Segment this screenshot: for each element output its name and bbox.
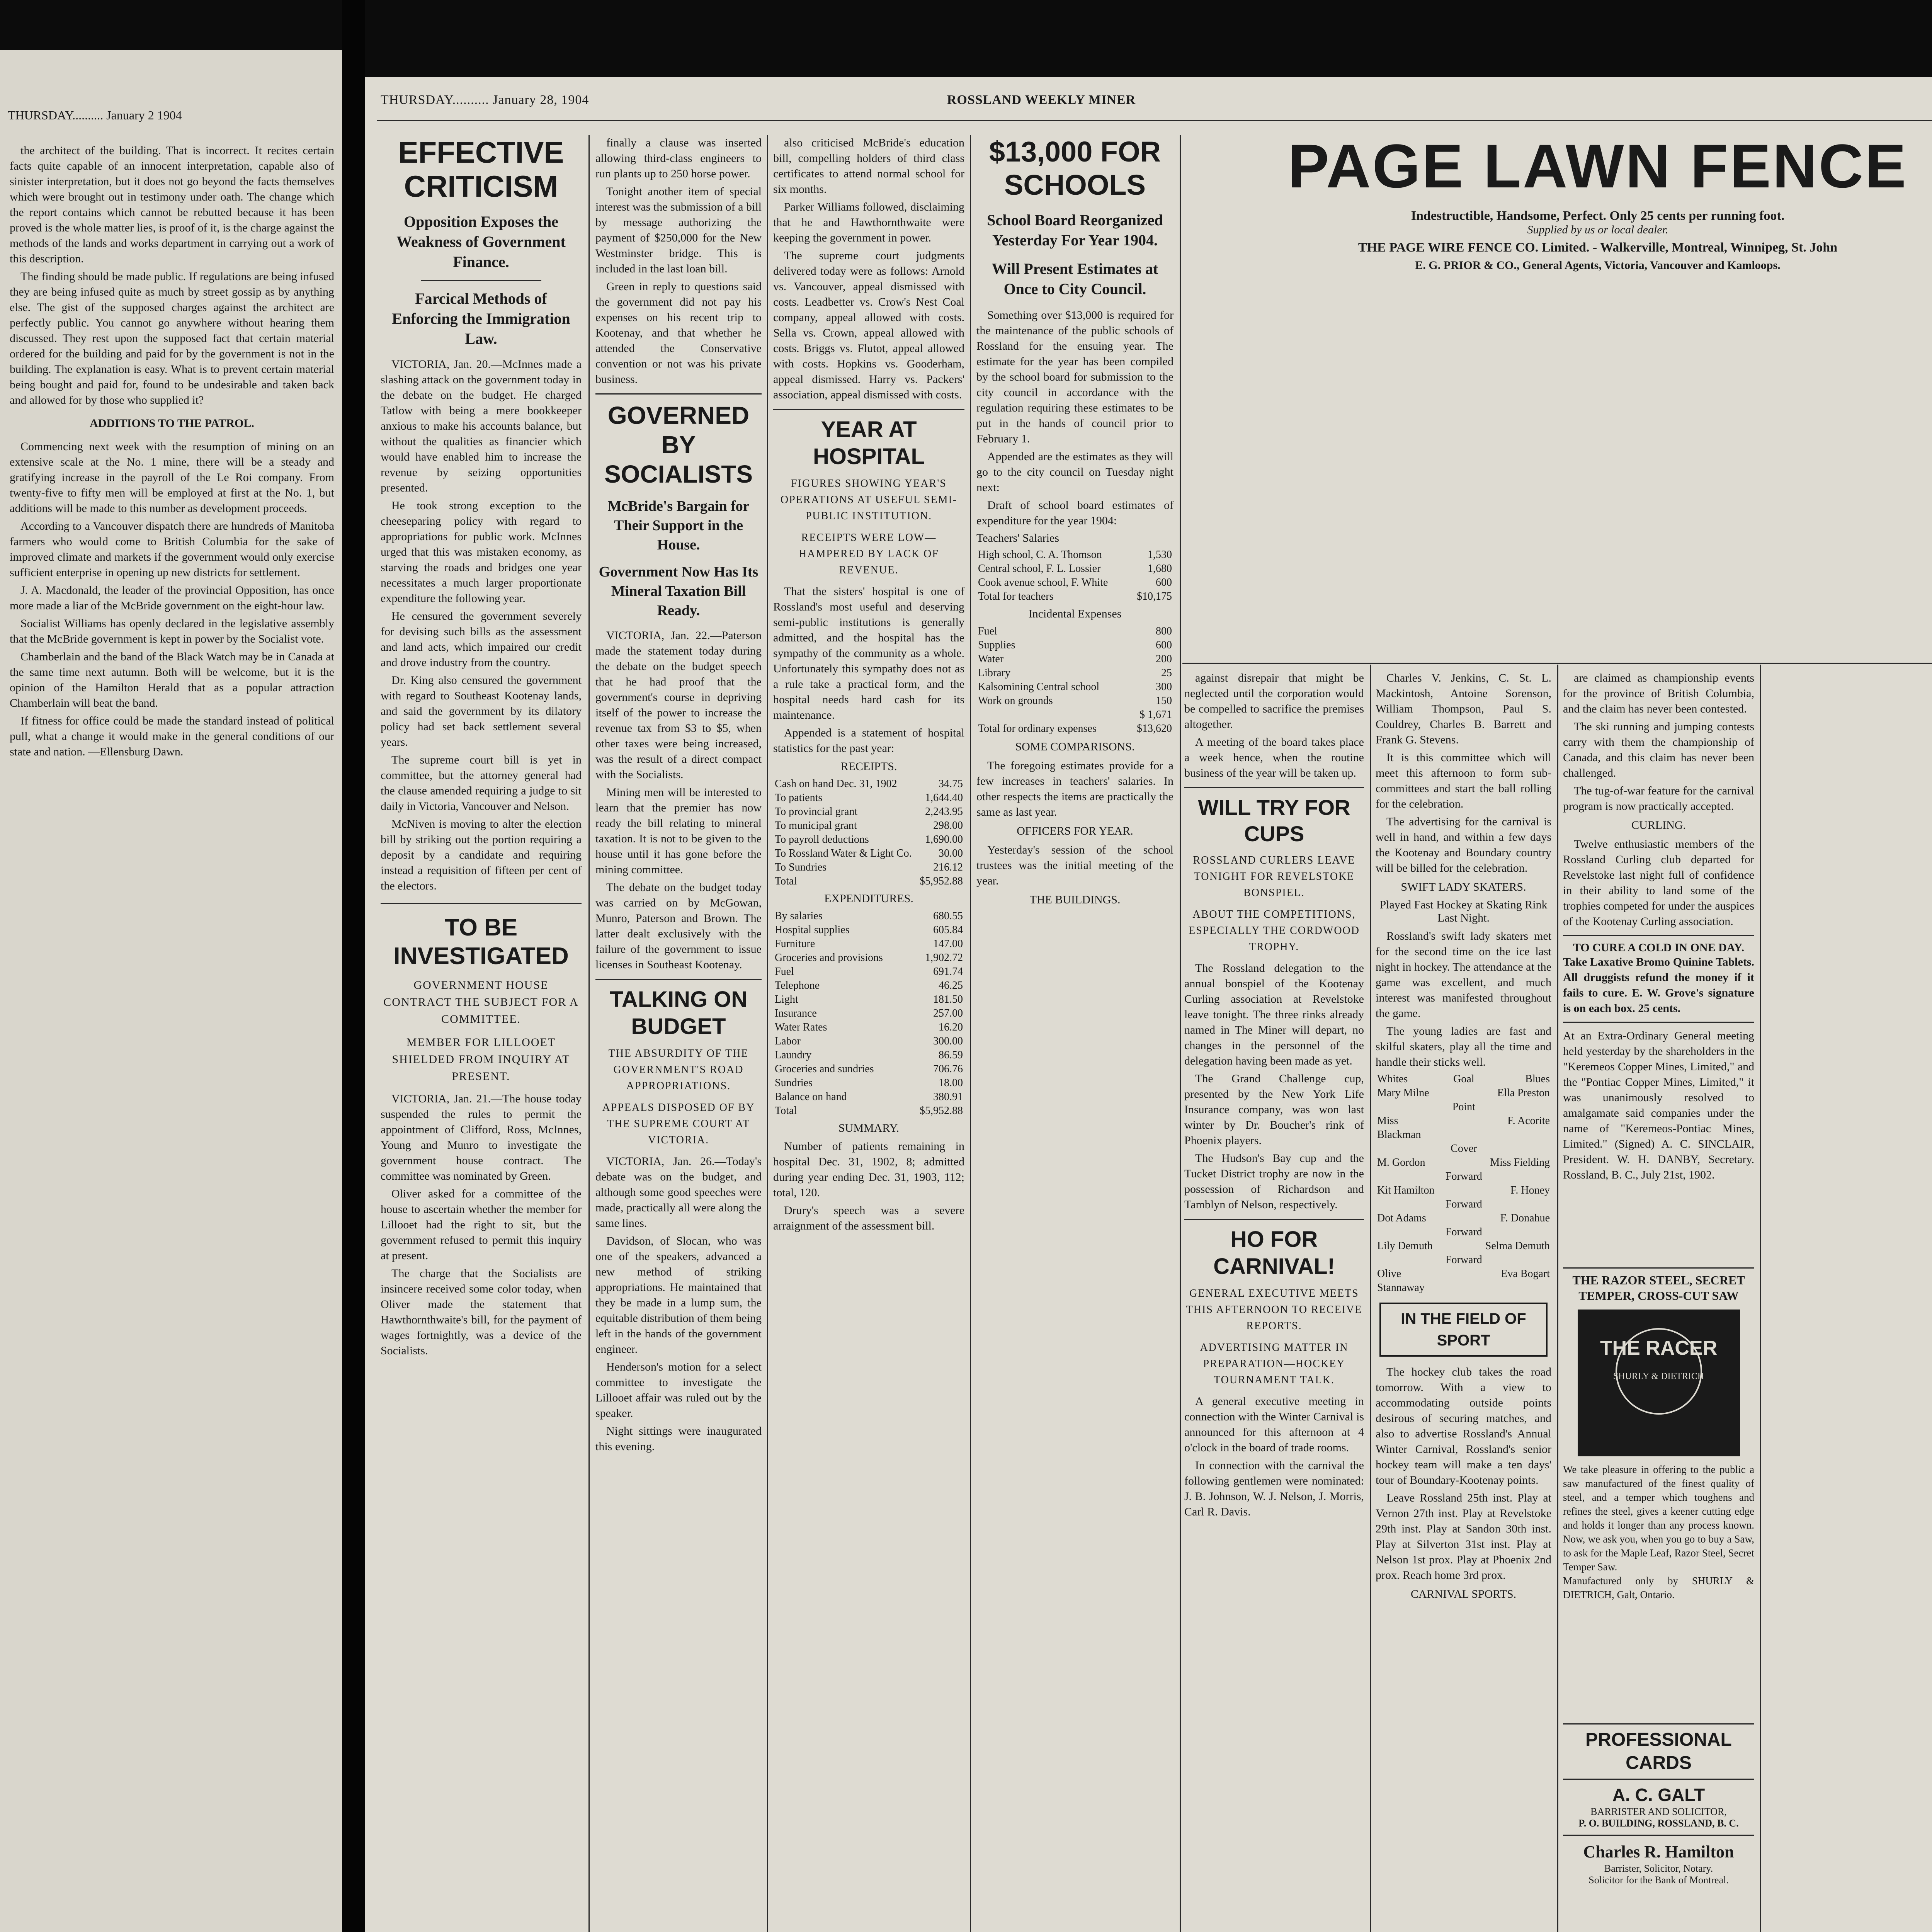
deck: Government Now Has Its Mineral Taxation Bill Ready.	[599, 564, 759, 619]
article-rule	[1563, 1022, 1754, 1023]
receipts-table	[773, 777, 964, 888]
column-6	[1376, 670, 1551, 1932]
ad-line: Supplied by us or local dealer.	[1527, 223, 1668, 236]
left-paragraph: Commencing next week with the resumption of mining on an extensive scale at the No. 1 mine, there will be a steady and gratifying increase in the payroll of the Le Roi company. From twenty-five to fifty men will be employed at first at the No. 1, but additions will be made to this number as development proceeds.	[10, 440, 334, 515]
card-name: Charles R. Hamilton	[1583, 1842, 1734, 1861]
table-row: Labor 300.00	[775, 1035, 963, 1047]
meeting-notice: At an Extra-Ordinary General meeting held yesterday by the shareholders in the "Keremeos Copper Mines, Limited," and the "Pontiac Copper Mines, Limited," it was unanimously resolved to amalgamate said companies under the name of "Keremeos-Pontiac Mines, Limited." (Signed) A. C. SINCLAIR, President. W. H. DANBY, Secretary. Rossland, B. C., July 21st, 1902.	[1563, 1029, 1754, 1181]
table-row: To payroll deductions 1,690.00	[775, 833, 963, 845]
table-row: By salaries 680.55	[775, 910, 963, 922]
table-title: Incidental Expenses	[1028, 607, 1122, 620]
section-title: OFFICERS FOR YEAR.	[1017, 825, 1133, 837]
table-row: Telephone 46.25	[775, 980, 963, 992]
paragraph: The debate on the budget today was carried on by McGowan, Munro, Paterson and Brown. The latter dealt exclusively with the failure of the government to issue licenses in Southeast Kootenay.	[595, 881, 762, 971]
paragraph: Green in reply to questions said the government did not pay his expenses on his recent trip to Kootenay, and that whether he attended the Conservative convention or not was his private business.	[595, 280, 762, 386]
column-5	[1184, 670, 1364, 1932]
paragraph: are claimed as championship events for the province of British Columbia, and the claim has never been contested.	[1563, 672, 1754, 715]
paragraph: VICTORIA, Jan. 21.—The house today suspended the rules to permit the appointment of Clifford, Ross, McInnes, Young and Munro to investigate the government house contract. The committee was nominated by Green.	[381, 1092, 582, 1182]
paragraph: The supreme court judgments delivered today were as follows: Arnold vs. Vancouver, appeal dismissed with costs. Leadbetter vs. Crow's Nest Coal company, appeal allowed with costs. Sella vs. Crown, appeal allowed with costs. Briggs vs. Flutot, appeal allowed with costs. Hopkins vs. Gooderham, appeal dismissed. Harry vs. Packers' association, appeal dismissed with costs.	[773, 249, 964, 401]
article-body	[976, 842, 1173, 889]
article-rule	[1184, 1219, 1364, 1220]
article-body	[976, 308, 1173, 529]
section-title: THE BUILDINGS.	[1029, 893, 1121, 906]
table-row: Furniture 147.00	[775, 938, 963, 950]
table-title: EXPENDITURES.	[824, 892, 913, 905]
saw-illustration	[1578, 1310, 1740, 1456]
table-row: To Sundries 216.12	[775, 861, 963, 873]
deck: FIGURES SHOWING YEAR'S OPERATIONS AT USEFUL SEMI-PUBLIC INSTITUTION.	[780, 478, 957, 522]
article-rule	[1563, 935, 1754, 936]
ad-footer: Manufactured only by SHURLY & DIETRICH, Galt, Ontario.	[1563, 1575, 1754, 1600]
table-row: Dot Adams F. Donahue	[1377, 1212, 1550, 1224]
article-body	[1376, 929, 1551, 1070]
card-line: Barrister, Solicitor, Notary.	[1604, 1863, 1713, 1874]
salaries-table	[976, 548, 1173, 604]
column-rule	[1180, 135, 1181, 1932]
masthead: ROSSLAND WEEKLY MINER	[947, 93, 1136, 107]
paragraph: Yesterday's session of the school trustees was the initial meeting of the year.	[976, 844, 1173, 887]
headline-year-at-hospital: YEAR AT HOSPITAL	[813, 417, 925, 469]
paragraph: The tug-of-war feature for the carnival program is now practically accepted.	[1563, 784, 1754, 813]
ad-rule	[1563, 1779, 1754, 1780]
table-row: Mary Milne Ella Preston	[1377, 1087, 1550, 1099]
table-row: Olive Stannaway Eva Bogart	[1377, 1268, 1550, 1294]
article-body	[595, 135, 762, 387]
table-row: To patients 1,644.40	[775, 792, 963, 804]
table-row: Supplies 600	[978, 639, 1172, 651]
deck: ROSSLAND CURLERS LEAVE TONIGHT FOR REVELSTOKE BONSPIEL.	[1193, 854, 1355, 899]
article-body	[595, 1154, 762, 1454]
paragraph: Drury's speech was a severe arraignment of the assessment bill.	[773, 1204, 964, 1232]
column-1	[381, 135, 582, 1932]
in-the-field-of-sport-box: IN THE FIELD OF SPORT	[1379, 1303, 1548, 1357]
professional-cards	[1563, 1723, 1754, 1932]
paragraph: Mining men will be interested to learn that the premier has now ready the bill relating to mineral taxation. It is not to be given to the house until it has gone before the mining committee.	[595, 786, 762, 876]
deck: GOVERNMENT HOUSE CONTRACT THE SUBJECT FOR A COMMITTEE.	[383, 979, 579, 1026]
page-lawn-fence-ad	[1186, 131, 1932, 661]
column-rule	[767, 668, 768, 1932]
article-body	[1563, 670, 1754, 814]
left-paragraph: J. A. Macdonald, the leader of the provincial Opposition, has once more made a liar of the McBride government on the eight-hour law.	[10, 584, 334, 612]
table-total-row: $ 1,671	[1139, 709, 1172, 721]
paragraph: Oliver asked for a committee of the house to ascertain whether the member for Lillooet had the right to sit, but the government refused to permit this inquiry at present.	[381, 1187, 582, 1262]
table-row: Forward	[1445, 1170, 1482, 1182]
article-rule	[773, 409, 964, 410]
headline-talking-on-budget: TALKING ON BUDGET	[609, 987, 748, 1039]
deck: THE ABSURDITY OF THE GOVERNMENT'S ROAD APPROPRIATIONS.	[608, 1048, 749, 1092]
ad-maker: SHURLY & DIETRICH	[1613, 1371, 1704, 1381]
headline-will-try-for-cups: WILL TRY FOR CUPS	[1198, 795, 1350, 846]
notice-body: Take Laxative Bromo Quinine Tablets. All druggists refund the money if it fails to cure. E. W. Grove's signature is on each box. 25 cents.	[1563, 956, 1754, 1015]
table-row: Forward	[1445, 1198, 1482, 1210]
table-title: RECEIPTS.	[840, 760, 897, 773]
paragraph: The charge that the Socialists are insincere received some color today, when Oliver made the statement that Hawthornthwaite's bill, for the payment of wages fortnightly, was a device of the Socialists.	[381, 1267, 582, 1357]
paragraph: The ski running and jumping contests carry with them the championship of Canada, and this claim has never been challenged.	[1563, 720, 1754, 779]
deck-rule	[421, 280, 541, 281]
column-2	[595, 135, 762, 1932]
deck: Played Fast Hockey at Skating Rink Last Night.	[1379, 898, 1548, 924]
ad-title: PAGE LAWN FENCE	[1288, 131, 1908, 201]
table-row: Groceries and sundries 706.76	[775, 1063, 963, 1075]
paragraph: He took strong exception to the cheeseparing policy with regard to appropriations for public work. McInnes urged that this was mistaken economy, as starving the roads and bridges one year necessitates a much larger proportionate expenditure the following year.	[381, 499, 582, 605]
paragraph: finally a clause was inserted allowing third-class engineers to run plants up to 250 horse power.	[595, 136, 762, 180]
headline-13000-for-schools: $13,000 FOR SCHOOLS	[989, 136, 1161, 201]
paragraph: Twelve enthusiastic members of the Rossland Curling club departed for Revelstoke last night full of confidence in their ability to land some of the trophies competed for under the auspices of the Kootenay Curling association.	[1563, 838, 1754, 928]
table-row: To municipal grant 298.00	[775, 820, 963, 832]
table-row: Lily Demuth Selma Demuth	[1377, 1240, 1550, 1252]
table-row: Water Rates 16.20	[775, 1021, 963, 1033]
table-row: Kalsomining Central school 300	[978, 681, 1172, 693]
table-row: To Rossland Water & Light Co. 30.00	[775, 847, 963, 859]
paragraph: The young ladies are fast and skilful skaters, play all the time and handle their sticks well.	[1376, 1025, 1551, 1068]
paragraph: Something over $13,000 is required for the maintenance of the public schools of Rossland for the ensuing year. The estimate for the year has been compiled by the school board for submission to the city council in accordance with the regulation requiring these estimates to be put in the hands of council prior to February 1.	[976, 309, 1173, 445]
article-body	[773, 584, 964, 756]
section-title: SUMMARY.	[838, 1122, 900, 1134]
deck: McBride's Bargain for Their Support in the House.	[607, 498, 750, 553]
paragraph: Davidson, of Slocan, who was one of the speakers, advanced a new method of striking appropriations. He maintained that they be made in a lump sum, the equitable distribution of them being left in the hands of the government engineer.	[595, 1235, 762, 1355]
ad-line: THE PAGE WIRE FENCE CO. Limited. - Walkerville, Montreal, Winnipeg, St. John	[1358, 240, 1838, 255]
paragraph: VICTORIA, Jan. 26.—Today's debate was on the budget, and although some good speeches were made, practically all were along the same lines.	[595, 1155, 762, 1230]
left-paragraph: The finding should be made public. If regulations are being infused they are being infused quite as much by street gossip as by anything else. The gist of the supposed charges against the architect are perfectly public. You cannot go anywhere without hearing them discussed. They rest upon the supposed fact that certain material ordered for the building and paid for by the government is not in the building. The explanation is easy. What is to prevent certain material being bought and paid for, found to be undesirable and taken back and allowed for by those who supplied it?	[10, 270, 334, 406]
paragraph: VICTORIA, Jan. 20.—McInnes made a slashing attack on the government today in the debate on the budget. He charged Tatlow with being a mere bookkeeper anxious to make his accounts balance, but without the qualities as financier which would have enabled him to increase the revenue by seizing opportunities presented.	[381, 358, 582, 494]
left-paragraph: Chamberlain and the band of the Black Watch may be in Canada at the same time next autumn. Both will be welcome, but it is the opinion of the Hamilton Herald that as a popular attraction Chamberlain will beat the band.	[10, 650, 334, 709]
table-row: Groceries and provisions 1,902.72	[775, 952, 963, 964]
table-row: Forward	[1445, 1226, 1482, 1238]
paragraph: VICTORIA, Jan. 22.—Paterson made the statement today during the debate on the budget speech that he had proof that the government's course in depriving itself of the power to increase the revenue tax from $3 to $5, when other taxes were being increased, was the result of a direct compact with the Socialists.	[595, 629, 762, 781]
paragraph: Dr. King also censured the government with regard to Southeast Kootenay lands, and said the government by its dilatory policy had set back settlement several years.	[381, 674, 582, 748]
table-total-row: Total for ordinary expenses $13,620	[978, 723, 1172, 735]
paragraph: The advertising for the carnival is well in hand, and within a few days the Kootenay and Boundary country will be billed for the celebration.	[1376, 815, 1551, 874]
left-page-column	[10, 143, 334, 1932]
column-4	[976, 135, 1173, 1932]
paragraph: Night sittings were inaugurated this evening.	[595, 1425, 762, 1453]
table-title: Teachers' Salaries	[976, 532, 1060, 544]
table-total-row: Total $5,952.88	[775, 1105, 963, 1117]
paragraph: He censured the government severely for devising such bills as the assessment and land acts, which impaired our credit and drove industry from the country.	[381, 610, 582, 669]
table-row: Point	[1452, 1101, 1475, 1113]
table-row: M. Gordon Miss Fielding	[1377, 1156, 1550, 1168]
paragraph: Rossland's swift lady skaters met for the second time on the ice last night in hockey. The attendance at the game was excellent, and much interest was manifested throughout the game.	[1376, 930, 1551, 1020]
deck: APPEALS DISPOSED OF BY THE SUPREME COURT AT VICTORIA.	[602, 1102, 755, 1146]
left-paragraph: Socialist Williams has openly declared in the legislative assembly that the McBride government is kept in power by the Socialist vote.	[10, 617, 334, 645]
table-row: High school, C. A. Thomson 1,530	[978, 549, 1172, 561]
article-body	[773, 135, 964, 403]
table-row: Whites Goal Blues	[1377, 1073, 1550, 1085]
racer-saw-ad	[1563, 1267, 1754, 1719]
section-title: SWIFT LADY SKATERS.	[1401, 881, 1526, 893]
table-row: Light 181.50	[775, 993, 963, 1005]
table-row: Laundry 86.59	[775, 1049, 963, 1061]
section-title: CARNIVAL SPORTS.	[1410, 1588, 1517, 1600]
table-row: Water 200	[978, 653, 1172, 665]
article-body	[1376, 1364, 1551, 1583]
table-row: Cover	[1451, 1143, 1477, 1155]
column-3	[773, 135, 964, 1932]
paragraph: In connection with the carnival the following gentlemen were nominated: J. B. Johnson, W. J. Nelson, J. Morris, Carl R. Davis.	[1184, 1459, 1364, 1518]
deck: Farcical Methods of Enforcing the Immigration Law.	[392, 290, 570, 347]
headline-to-be-investigated: TO BE INVESTIGATED	[393, 914, 569, 969]
article-rule	[595, 393, 762, 395]
ad-line: E. G. PRIOR & CO., General Agents, Victoria, Vancouver and Kamloops.	[1415, 259, 1781, 272]
ad-rule	[1182, 663, 1932, 664]
incidental-table	[976, 624, 1173, 736]
article-body	[1184, 670, 1364, 781]
paragraph: The hockey club takes the road tomorrow. With a view to accommodating outside points desirous of securing matches, and also to advertise Rossland's Annual Winter Carnival, Rossland's senior hockey team will make a ten days' tour of Boundary-Kootenay points.	[1376, 1366, 1551, 1486]
paragraph: The Rossland delegation to the annual bonspiel of the Kootenay Curling association at Revelstoke leave tonight. The three rinks already named in The Miner will depart, no changes in the personnel of the delegation having been made as yet.	[1184, 962, 1364, 1067]
ad-text: We take pleasure in offering to the public a saw manufactured of the finest quality of steel, and a temper which toughens and refines the steel, gives a keener cutting edge and holds it longer than any process known. Now, we ask you, when you go to buy a Saw, to ask for the Maple Leaf, Razor Steel, Secret Temper Saw.	[1563, 1464, 1754, 1573]
paragraph: Number of patients remaining in hospital Dec. 31, 1902, 8; admitted during year ending Dec. 31, 1903, 112; total, 120.	[773, 1140, 964, 1199]
paragraph: against disrepair that might be neglected until the corporation would be compelled to sacrifice the premises altogether.	[1184, 672, 1364, 731]
headline-ho-for-carnival: HO FOR CARNIVAL!	[1213, 1227, 1335, 1279]
paragraph: McNiven is moving to alter the election bill by striking out the portion requiring a deposit by a candidate and requiring instead a requisition of fifteen per cent of the electors.	[381, 818, 582, 892]
paragraph: A meeting of the board takes place a week hence, when the routine business of the year will be taken up.	[1184, 736, 1364, 779]
table-row: Hospital supplies 605.84	[775, 924, 963, 936]
deck: Will Present Estimates at Once to City Council.	[992, 260, 1158, 298]
deck: ADVERTISING MATTER IN PREPARATION—HOCKEY TOURNAMENT TALK.	[1200, 1342, 1349, 1386]
table-row: Library 25	[978, 667, 1172, 679]
article-body	[595, 628, 762, 973]
column-rule	[767, 135, 768, 668]
table-row: Central school, F. L. Lossier 1,680	[978, 563, 1172, 575]
ad-brand: THE RACER	[1600, 1337, 1718, 1359]
article-rule	[595, 979, 762, 980]
paragraph: Draft of school board estimates of expenditure for the year 1904:	[976, 499, 1173, 527]
deck: GENERAL EXECUTIVE MEETS THIS AFTERNOON TO RECEIVE REPORTS.	[1186, 1287, 1362, 1332]
article-rule	[381, 903, 582, 904]
paragraph: Tonight another item of special interest was the submission of a bill by message authorizing the payment of $250,000 for the New Westminster bridge. This is included in the last loan bill.	[595, 185, 762, 275]
ad-rule	[1563, 1267, 1754, 1269]
left-paragraph: If fitness for office could be made the standard instead of political pull, what a change it would make in the general conditions of our state and nation. —Ellensburg Dawn.	[10, 714, 334, 758]
paragraph: Appended are the estimates as they will go to the city council on Tuesday night next:	[976, 450, 1173, 494]
table-total-row: Total $5,952.88	[775, 875, 963, 887]
expenditures-table	[773, 909, 964, 1118]
header-rule	[377, 120, 1932, 121]
article-body	[1184, 961, 1364, 1213]
column-rule	[1760, 665, 1761, 1932]
table-total-row: Total for teachers $10,175	[978, 590, 1172, 602]
headline-governed-by-socialists: GOVERNED BY SOCIALISTS	[604, 401, 753, 488]
deck: RECEIPTS WERE LOW—HAMPERED BY LACK OF REVENUE.	[799, 532, 939, 576]
table-row: Insurance 257.00	[775, 1007, 963, 1019]
page-gutter	[342, 0, 365, 1932]
article-body	[1184, 1394, 1364, 1520]
section-title: CURLING.	[1631, 819, 1686, 832]
ad-title: THE RAZOR STEEL, SECRET TEMPER, CROSS-CUT SAW	[1572, 1273, 1745, 1303]
table-row: Cook avenue school, F. White 600	[978, 577, 1172, 588]
column-rule	[1370, 665, 1371, 1932]
saw-icon	[1578, 1310, 1740, 1456]
left-subhead: ADDITIONS TO THE PATROL.	[90, 417, 254, 430]
column-7	[1563, 670, 1754, 1265]
cards-title: PROFESSIONAL CARDS	[1585, 1730, 1732, 1773]
article-body	[773, 1139, 964, 1234]
column-rule	[970, 135, 971, 1932]
paragraph: also criticised McBride's education bill, compelling holders of third class certificates to attend normal school for six months.	[773, 136, 964, 196]
column-rule	[588, 135, 590, 1932]
paragraph: A general executive meeting in connection with the Winter Carnival is announced for this afternoon at 4 o'clock in the board of trade rooms.	[1184, 1395, 1364, 1454]
article-body	[1563, 837, 1754, 929]
table-row: Miss Blackman F. Acorite	[1377, 1115, 1550, 1141]
ad-rule	[1563, 1723, 1754, 1725]
notice-title: TO CURE A COLD IN ONE DAY.	[1573, 941, 1745, 954]
ad-rule	[1563, 1835, 1754, 1836]
paragraph: The supreme court bill is yet in committee, but the attorney general had the clause amended requiring a judge to sit daily in Victoria, Vancouver and Nelson.	[381, 753, 582, 813]
article-body	[976, 758, 1173, 820]
table-row: Forward	[1445, 1254, 1482, 1266]
card-name: A. C. GALT	[1612, 1785, 1705, 1805]
table-row: Cash on hand Dec. 31, 1902 34.75	[775, 778, 963, 790]
ad-line: Indestructible, Handsome, Perfect. Only 25 cents per running foot.	[1411, 209, 1785, 223]
paragraph: The foregoing estimates provide for a few increases in teachers' salaries. In other respects the items are practically the same as last year.	[976, 759, 1173, 818]
paragraph: It is this committee which will meet this afternoon to form sub-committees and start the ball rolling for the celebration.	[1376, 751, 1551, 810]
paragraph: Parker Williams followed, disclaiming that he and Hawthornthwaite were keeping the government in power.	[773, 201, 964, 244]
paragraph: That the sisters' hospital is one of Rossland's most useful and deserving semi-public institutions is generally admitted, and the hospital has the sympathy of the community as a whole. Unfortunately this sympathy does not as a rule take a practical form, and the hospital needs hard cash for its maintenance.	[773, 585, 964, 721]
left-paragraph: According to a Vancouver dispatch there are hundreds of Manitoba farmers who would come to British Columbia for the sake of improved climate and markets if the government would only exercise sufficient enterprise in opening up new districts for settlement.	[10, 520, 334, 579]
paragraph: Henderson's motion for a select committee to investigate the Lillooet affair was ruled out by the speaker.	[595, 1361, 762, 1420]
table-row: Balance on hand 380.91	[775, 1091, 963, 1103]
paragraph: The Hudson's Bay cup and the Tucket District trophy are now in the possession of Richardson and Tamblyn of Nelson, respectively.	[1184, 1152, 1364, 1211]
left-page-header: THURSDAY.......... January 2 1904	[8, 108, 182, 122]
table-row: Fuel 691.74	[775, 966, 963, 978]
card-line: P. O. BUILDING, ROSSLAND, B. C.	[1578, 1818, 1739, 1829]
section-title: SOME COMPARISONS.	[1015, 740, 1135, 753]
deck: MEMBER FOR LILLOOET SHIELDED FROM INQUIRY AT PRESENT.	[392, 1036, 570, 1083]
deck: School Board Reorganized Yesterday For Year 1904.	[987, 211, 1163, 249]
column-rule	[1557, 665, 1558, 1932]
paragraph: Charles V. Jenkins, C. St. L. Mackintosh, Antoine Sorenson, William Thompson, Paul S. Couldrey, Charles B. Barrett and Frank G. Stevens.	[1376, 672, 1551, 746]
lineup-table	[1376, 1072, 1551, 1295]
headline-effective-criticism: EFFECTIVE CRITICISM	[398, 135, 564, 203]
table-row: Fuel 800	[978, 625, 1172, 637]
table-row: Work on grounds 150	[978, 695, 1172, 707]
card-line: BARRISTER AND SOLICITOR,	[1590, 1806, 1727, 1817]
article-body	[381, 357, 582, 894]
paragraph: The Grand Challenge cup, presented by the New York Life Insurance company, was won last winter by Dr. Boucher's rink of Phoenix players.	[1184, 1072, 1364, 1147]
article-rule	[1184, 787, 1364, 788]
table-row: Sundries 18.00	[775, 1077, 963, 1089]
article-body	[1376, 670, 1551, 876]
deck: Opposition Exposes the Weakness of Government Finance.	[396, 213, 566, 270]
page-date: THURSDAY.......... January 28, 1904	[381, 93, 589, 107]
card-line: Solicitor for the Bank of Montreal.	[1588, 1874, 1729, 1886]
paragraph: Appended is a statement of hospital statistics for the past year:	[773, 726, 964, 755]
left-facing-page	[0, 50, 342, 1932]
paragraph: Leave Rossland 25th inst. Play at Vernon 27th inst. Play at Revelstoke 29th inst. Play at Sandon 30th inst. Play at Silverton 31st inst. Play at Nelson 1st prox. Play at Phoenix 2nd prox. Reach home 3rd prox.	[1376, 1492, 1551, 1582]
left-paragraph: the architect of the building. That is incorrect. It recites certain facts quite capable of an innocent interpretation, capable also of sinister interpretation, but it does not go beyond the facts themselves which were brought out in testimony under oath. The change which the report contains which cannot be rebutted because it has been proved is the whole matter lies, is proof of it, is the charge against the methods of the lands and works department in carrying out a work of this description.	[10, 144, 334, 265]
article-body	[381, 1091, 582, 1359]
table-row: Kit Hamilton F. Honey	[1377, 1184, 1550, 1196]
newspaper-page	[365, 77, 1932, 1932]
table-row: To provincial grant 2,243.95	[775, 806, 963, 818]
deck: ABOUT THE COMPETITIONS, ESPECIALLY THE CORDWOOD TROPHY.	[1189, 908, 1360, 953]
